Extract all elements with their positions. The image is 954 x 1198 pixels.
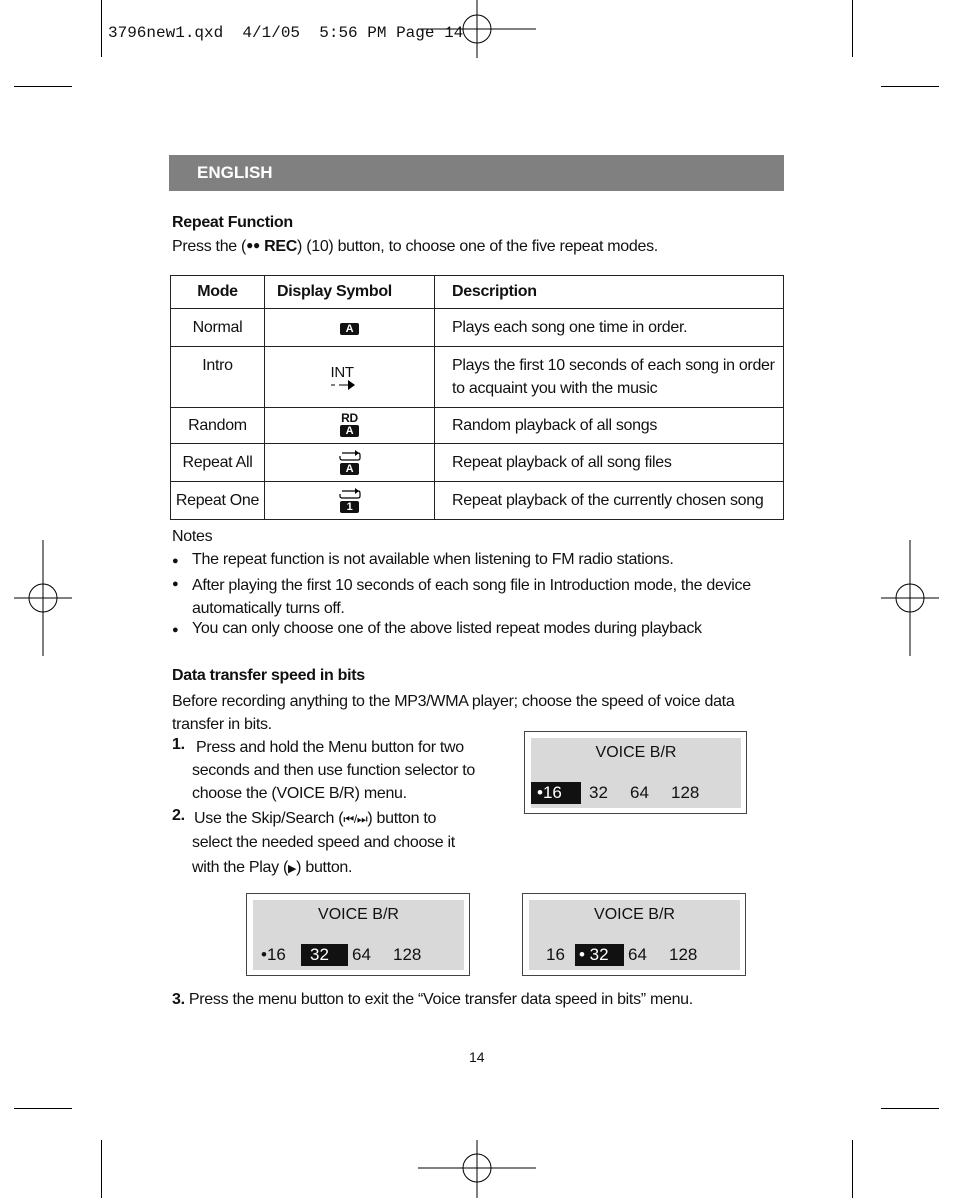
lcd-title: VOICE B/R [595,744,677,761]
lcd-rate: 64 [630,783,649,802]
data-transfer-intro: Before recording anything to the MP3/WMA player; choose the speed of voice data transfer in bits. [172,693,735,733]
lcd-rate: 32 [589,783,608,802]
lcd-rate: 128 [393,945,422,964]
step-2-text: Use the Skip/Search (⏮/⏭) button to select the needed speed and choose it with the Play (▶) button. [192,810,455,876]
slug-date: 4/1/05 [242,24,301,42]
lcd-rate: •16 [261,945,286,964]
notes-title: Notes [172,528,213,545]
table-header-row [171,276,784,309]
note-item: After playing the first 10 seconds of each song file in Introduction mode, the device automatically turns off. [192,577,751,617]
page-number: 14 [469,1049,485,1065]
bullet-icon: ● [172,624,179,636]
bullet-icon: ● [172,555,179,567]
intro-int-icon: INT [331,366,357,390]
step-3-number: 3. [172,991,185,1008]
lcd-rate: 16 [546,945,565,964]
rec-dots-icon: ●● [246,238,260,252]
lcd-rate: 64 [352,945,371,964]
registration-mark-bottom [418,1140,536,1198]
step-2-number: 2. [172,807,185,824]
repeat-modes-table [170,275,784,520]
lcd-rate: 128 [669,945,698,964]
table-row: Normal A Plays each song one time in order. [171,309,784,347]
crop-mark [881,1108,939,1109]
lcd-rate-selected: 32 [301,944,348,966]
header-symbol: Display Symbol [265,276,435,309]
header-mode: Mode [171,276,265,309]
slug-page: Page 14 [396,24,464,42]
bullet-icon: ● [172,578,179,590]
crop-mark [101,0,102,57]
random-rd-icon: RD A [341,411,358,437]
note-item: You can only choose one of the above listed repeat modes during playback [192,620,702,637]
table-row: Repeat All A Repeat playback of all song files [171,444,784,482]
repeat-all-icon: A [338,449,362,475]
play-icon: ▶ [288,863,297,875]
crop-mark [14,1108,72,1109]
lcd-screen [524,731,747,814]
section-title-data-transfer: Data transfer speed in bits [172,667,365,684]
crop-mark [852,1140,853,1198]
normal-a-icon: A [340,323,359,335]
registration-mark-right [881,540,939,656]
lcd-rate-selected: • 32 [575,944,624,966]
crop-mark [14,86,72,87]
step-3-text: Press the menu button to exit the “Voice transfer data speed in bits” menu. [188,991,693,1008]
repeat-one-icon: 1 [338,487,362,513]
step-1-text: Press and hold the Menu button for two seconds and then use function selector to choose the (VOICE B/R) menu. [192,739,476,802]
registration-mark-left [14,540,72,656]
lcd-screen [246,893,470,976]
lcd-rate: 64 [628,945,647,964]
step-1-number: 1. [172,736,185,753]
lcd-screen [522,893,746,976]
crop-mark [852,0,853,57]
step-3 [172,991,693,1009]
header-description: Description [435,276,784,309]
note-item: The repeat function is not available when listening to FM radio stations. [192,551,674,568]
lcd-title: VOICE B/R [594,906,675,923]
lcd-rate-selected: •16 [531,782,581,804]
crop-mark [101,1140,102,1198]
section-title-repeat: Repeat Function [172,214,293,231]
language-header-bar [169,155,784,191]
lcd-title: VOICE B/R [318,906,399,923]
crop-mark [881,86,939,87]
table-row: Repeat One 1 Repeat playback of the currently chosen song [171,482,784,520]
table-row: Intro INT Plays the first 10 seconds of each song in order to acquaint you with the music [171,347,784,408]
print-slug [108,6,463,42]
slug-file: 3796new1.qxd [108,24,224,42]
language-label: ENGLISH [197,163,273,182]
slug-time: 5:56 PM [319,24,387,42]
lcd-rate: 128 [671,783,700,802]
repeat-intro: Press the (●● REC) (10) button, to choose one of the five repeat modes. [172,238,658,255]
table-row: Random RD A Random playback of all songs [171,408,784,444]
skip-search-icon: ⏮/⏭ [343,812,368,826]
